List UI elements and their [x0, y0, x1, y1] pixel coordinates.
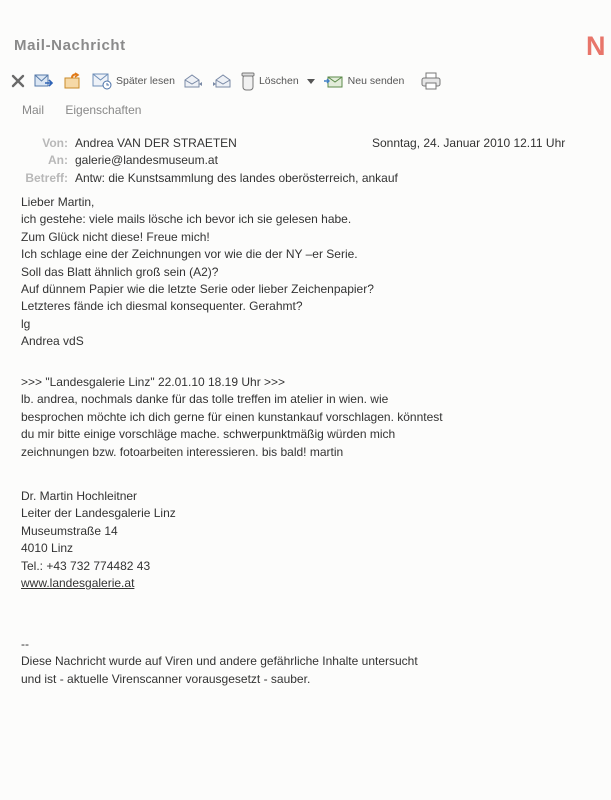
- forward-icon: [33, 72, 55, 90]
- disclaimer-line: Diese Nachricht wurde auf Viren und andere gefährliche Inhalte untersucht: [21, 654, 418, 669]
- reply-text: [21, 194, 374, 351]
- signature-line: Leiter der Landesgalerie Linz: [21, 506, 176, 521]
- read-later-label: Später lesen: [116, 75, 175, 87]
- to-value[interactable]: galerie@landesmuseum.at: [75, 153, 218, 167]
- quote-line: lb. andrea, nochmals danke für das tolle treffen im atelier in wien. wie: [21, 392, 389, 407]
- quoted-message: [21, 374, 443, 461]
- printer-icon: [421, 72, 441, 90]
- quote-line: du mir bitte einige vorschläge mache. schwerpunktmäßig würden mich: [21, 427, 396, 442]
- previous-message-button[interactable]: [182, 72, 204, 90]
- disclaimer: [21, 636, 418, 688]
- signature-line: Tel.: +43 732 774482 43: [21, 558, 151, 573]
- toolbar: [10, 70, 448, 92]
- close-button[interactable]: [10, 73, 26, 89]
- delete-label: Löschen: [258, 75, 299, 87]
- resend-label: Neu senden: [347, 75, 405, 87]
- forward-button[interactable]: [33, 72, 55, 90]
- disclaimer-line: und ist - aktuelle Virenscanner vorausgesetzt - sauber.: [21, 671, 311, 686]
- read-later-icon: [91, 72, 113, 90]
- print-button[interactable]: [421, 72, 441, 90]
- from-label: Von:: [42, 136, 68, 150]
- delete-button[interactable]: [240, 71, 299, 91]
- app-logo: N: [586, 31, 606, 61]
- quote-line: besprochen möchte ich dich gerne für einen kunstankauf vorschlagen. könntest: [21, 409, 443, 424]
- chevron-down-icon: [306, 76, 316, 86]
- body-line: Letzteres fände ich diesmal konsequenter. Gerahmt?: [21, 299, 303, 314]
- next-message-button[interactable]: [211, 72, 233, 90]
- signature-line: 4010 Linz: [21, 541, 74, 556]
- close-icon: [10, 73, 26, 89]
- tab-properties[interactable]: Eigenschaften: [65, 103, 142, 117]
- quote-line: zeichnungen bzw. fotoarbeiten interessieren. bis bald! martin: [21, 444, 344, 459]
- message-date: Sonntag, 24. Januar 2010 12.11 Uhr: [372, 136, 566, 150]
- subject-label: Betreff:: [25, 171, 68, 185]
- reply-button[interactable]: [62, 72, 84, 90]
- subject-value: Antw: die Kunstsammlung des landes oberösterreich, ankauf: [75, 171, 398, 185]
- disclaimer-separator: --: [21, 637, 29, 651]
- signature: [21, 488, 176, 592]
- resend-button[interactable]: [323, 72, 405, 90]
- body-line: Andrea vdS: [21, 334, 84, 349]
- trash-icon: [240, 71, 256, 91]
- resend-icon: [323, 72, 345, 90]
- message-tabs: [22, 103, 159, 117]
- envelope-back-icon: [182, 72, 204, 90]
- body-line: Lieber Martin,: [21, 195, 95, 209]
- from-value[interactable]: Andrea VAN DER STRAETEN: [75, 136, 237, 150]
- website-link[interactable]: www.landesgalerie.at: [21, 576, 135, 591]
- envelope-next-icon: [211, 72, 233, 90]
- quote-header: >>> "Landesgalerie Linz" 22.01.10 18.19 Uhr >>>: [21, 375, 286, 389]
- tab-mail[interactable]: Mail: [22, 103, 45, 117]
- body-line: Auf dünnem Papier wie die letzte Serie oder lieber Zeichenpapier?: [21, 282, 374, 297]
- body-line: Zum Glück nicht diese! Freue mich!: [21, 229, 210, 244]
- read-later-button[interactable]: [91, 72, 175, 90]
- to-label: An:: [48, 153, 68, 167]
- window-title: Mail-Nachricht: [14, 37, 126, 54]
- signature-line: Dr. Martin Hochleitner: [21, 489, 138, 503]
- body-line: ich gestehe: viele mails lösche ich bevor ich sie gelesen habe.: [21, 212, 352, 227]
- body-line: lg: [21, 316, 31, 331]
- reply-icon: [62, 72, 84, 90]
- body-line: Soll das Blatt ähnlich groß sein (A2)?: [21, 264, 219, 279]
- signature-line: Museumstraße 14: [21, 523, 118, 538]
- delete-menu-dropdown[interactable]: [306, 76, 316, 86]
- body-line: Ich schlage eine der Zeichnungen vor wie die der NY –er Serie.: [21, 247, 358, 262]
